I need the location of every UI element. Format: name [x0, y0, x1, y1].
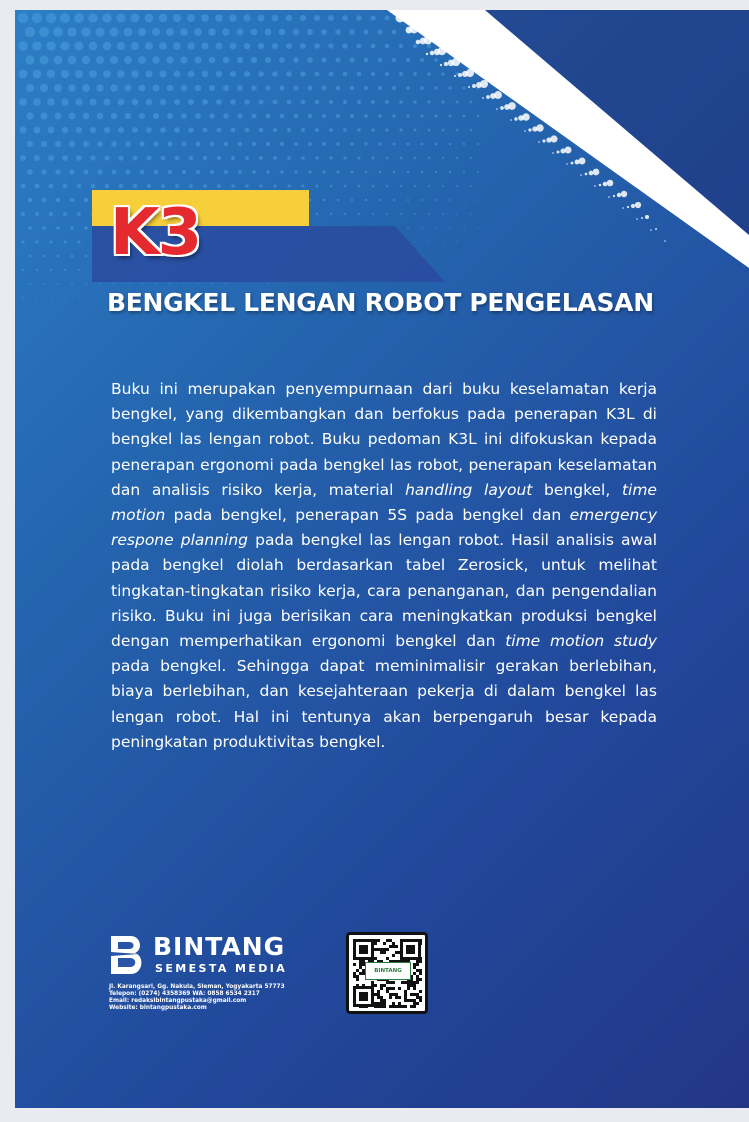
description-text: Buku ini merupakan penyempurnaan dari buku keselamatan kerja bengkel, yang dikembangkan dan berfokus pada penerapan K3L di bengkel las lengan robot. Buku pedoman K3L ini difokuskan kepada penerapan ergonomi pada bengkel las robot, penerapan keselamatan dan analisis risiko kerja, material — [111, 380, 657, 499]
bintang-b-logo-icon — [109, 932, 147, 978]
description-text: pada bengkel. Sehingga dapat meminimalisir gerakan berlebihan, biaya berlebihan, dan kesejahteraan pekerja di dalam bengkel las lengan robot. Hal ini tentunya akan berpengaruh besar kepada peningkatan produktivitas bengkel. — [111, 657, 657, 751]
description-paragraph — [111, 377, 657, 755]
publisher-phone: Telepon: (0274) 4358369 WA: 0858 6534 2317 — [109, 991, 260, 997]
description-italic-text: emergency respone planning — [111, 506, 657, 550]
description-text: pada bengkel las lengan robot. Hasil analisis awal pada bengkel diolah berdasarkan tabel Zerosick, untuk melihat tingkatan-tingkatan risiko kerja, cara penanganan, dan pengendalian risiko. Buku ini juga berisikan cara meningkatkan produksi bengkel dengan memperhatikan ergonomi bengkel dan — [111, 531, 658, 651]
description-text: pada bengkel, penerapan 5S pada bengkel dan — [165, 506, 570, 525]
description-italic-text: time motion study — [505, 632, 657, 651]
publisher-website: Website: bintangpustaka.com — [109, 1005, 207, 1011]
publisher-email: Email: redaksibintangpustaka@gmail.com — [109, 998, 247, 1004]
qr-badge-label: BINTANG — [374, 968, 402, 974]
title-block — [15, 10, 749, 350]
description-italic-text: handling layout — [405, 480, 533, 499]
description-text: bengkel, — [532, 480, 622, 499]
publisher-address: Jl. Karangsari, Gg. Nakula, Sleman, Yogyakarta 57773 — [109, 984, 285, 990]
qr-logo-badge — [365, 962, 411, 980]
book-back-cover — [15, 10, 749, 1108]
book-title: K3 — [110, 196, 201, 270]
qr-code — [346, 932, 428, 1014]
publisher-name: BINTANG — [153, 932, 286, 961]
publisher-tagline: SEMESTA MEDIA — [155, 962, 288, 975]
book-description — [111, 377, 657, 755]
description-italic-text: time motion — [111, 480, 657, 525]
book-subtitle: BENGKEL LENGAN ROBOT PENGELASAN — [107, 288, 654, 317]
